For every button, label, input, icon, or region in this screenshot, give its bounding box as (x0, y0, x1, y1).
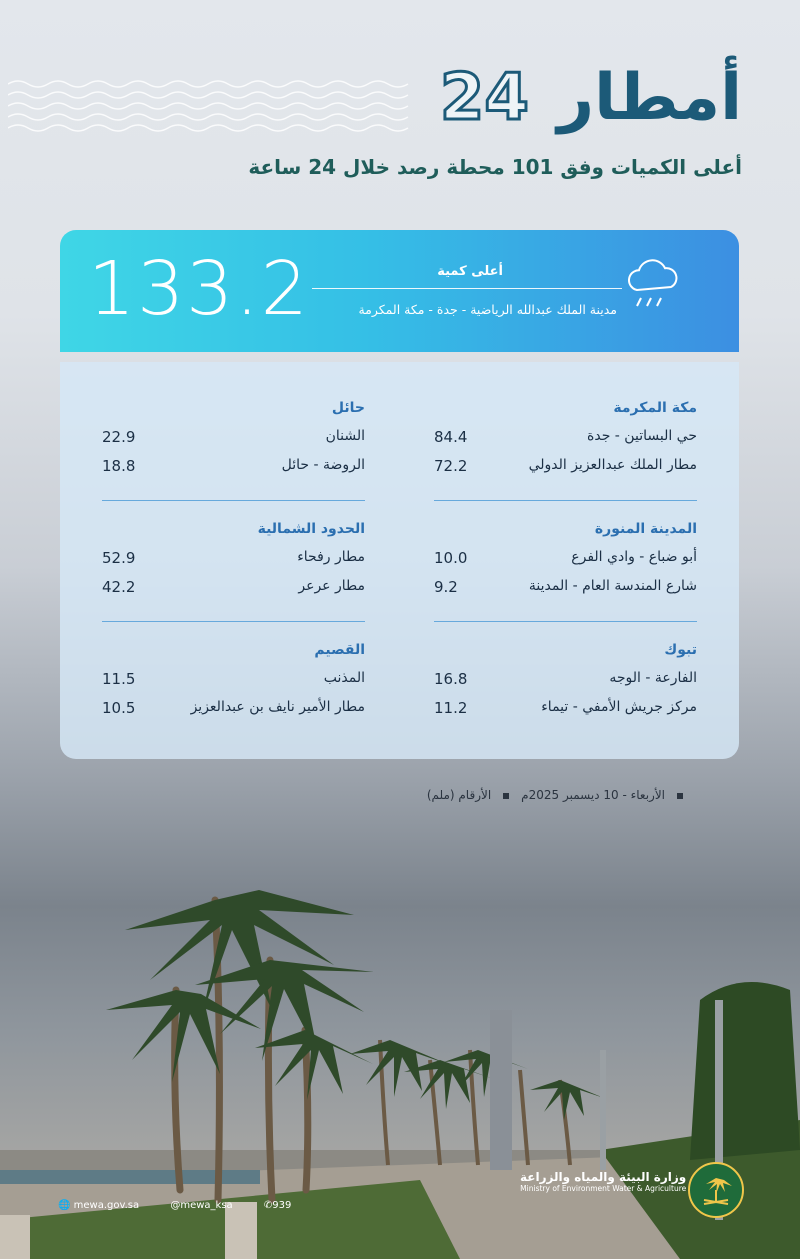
divider (102, 500, 365, 501)
region-tabuk (434, 642, 697, 728)
list-item: مطار رفحاء 52.9 (102, 549, 365, 567)
region-name: المدينة المنورة (594, 521, 697, 537)
bullet-icon (503, 793, 509, 799)
ministry-logo (688, 1162, 744, 1218)
highlight-location: مدينة الملك عبدالله الرياضية - جدة - مكة المكرمة (358, 302, 617, 317)
title-word: أمطار (557, 61, 742, 135)
region-name: تبوك (664, 642, 697, 658)
footnote-date: الأربعاء - 10 ديسمبر 2025م (521, 788, 665, 802)
list-item: مطار عرعر 42.2 (102, 578, 365, 596)
list-item: الشنان 22.9 (102, 428, 365, 446)
palm-promenade-image (0, 820, 800, 1259)
list-item: مركز جريش الأمفي - تيماء 11.2 (434, 699, 697, 717)
social-handle[interactable]: @mewa_ksa (170, 1200, 233, 1211)
highlight-label: أعلى كمية (437, 264, 503, 279)
divider (102, 621, 365, 622)
list-item: حي البساتين - جدة 84.4 (434, 428, 697, 446)
list-item: المذنب 11.5 (102, 670, 365, 688)
list-item: مطار الملك عبدالعزيز الدولي 72.2 (434, 457, 697, 475)
right-column (434, 400, 697, 728)
phone-number[interactable]: ✆939 (263, 1200, 292, 1211)
list-item: شارع المندسة العام - المدينة 9.2 (434, 578, 697, 596)
region-name: القصيم (314, 642, 365, 658)
list-item: أبو ضباع - وادي الفرع 10.0 (434, 549, 697, 567)
region-hail (102, 400, 365, 486)
region-qassim (102, 642, 365, 728)
region-makkah (434, 400, 697, 486)
highlight-divider (312, 288, 622, 289)
divider (434, 500, 697, 501)
highlight-value: 133.2 (88, 246, 310, 332)
ministry-name-ar: وزارة البيئة والمياه والزراعة (520, 1170, 687, 1184)
contact-bar (58, 1200, 319, 1211)
rain-cloud-icon (623, 256, 683, 310)
region-name: الحدود الشمالية (257, 521, 365, 537)
page-title (262, 62, 742, 134)
ministry-name-en: Ministry of Environment Water & Agriculture (520, 1184, 687, 1193)
left-column (102, 400, 365, 728)
ministry-name (520, 1170, 686, 1193)
bullet-icon (677, 793, 683, 799)
palm-emblem-icon (690, 1164, 742, 1216)
website-link[interactable]: 🌐 mewa.gov.sa (58, 1200, 140, 1211)
subtitle: أعلى الكميات وفق 101 محطة رصد خلال 24 ساعة (248, 155, 742, 179)
region-name: مكة المكرمة (613, 400, 697, 416)
list-item: مطار الأمير نايف بن عبدالعزيز 10.5 (102, 699, 365, 717)
rainfall-panel (60, 362, 739, 759)
region-northern-borders (102, 521, 365, 607)
region-madinah (434, 521, 697, 607)
list-item: الفارعة - الوجه 16.8 (434, 670, 697, 688)
title-number: 24 (439, 61, 529, 135)
footnote (427, 788, 695, 802)
divider (434, 621, 697, 622)
region-name: حائل (331, 400, 365, 416)
list-item: الروضة - حائل 18.8 (102, 457, 365, 475)
highlight-banner (60, 230, 739, 352)
footnote-units: الأرقام (ملم) (426, 788, 492, 802)
